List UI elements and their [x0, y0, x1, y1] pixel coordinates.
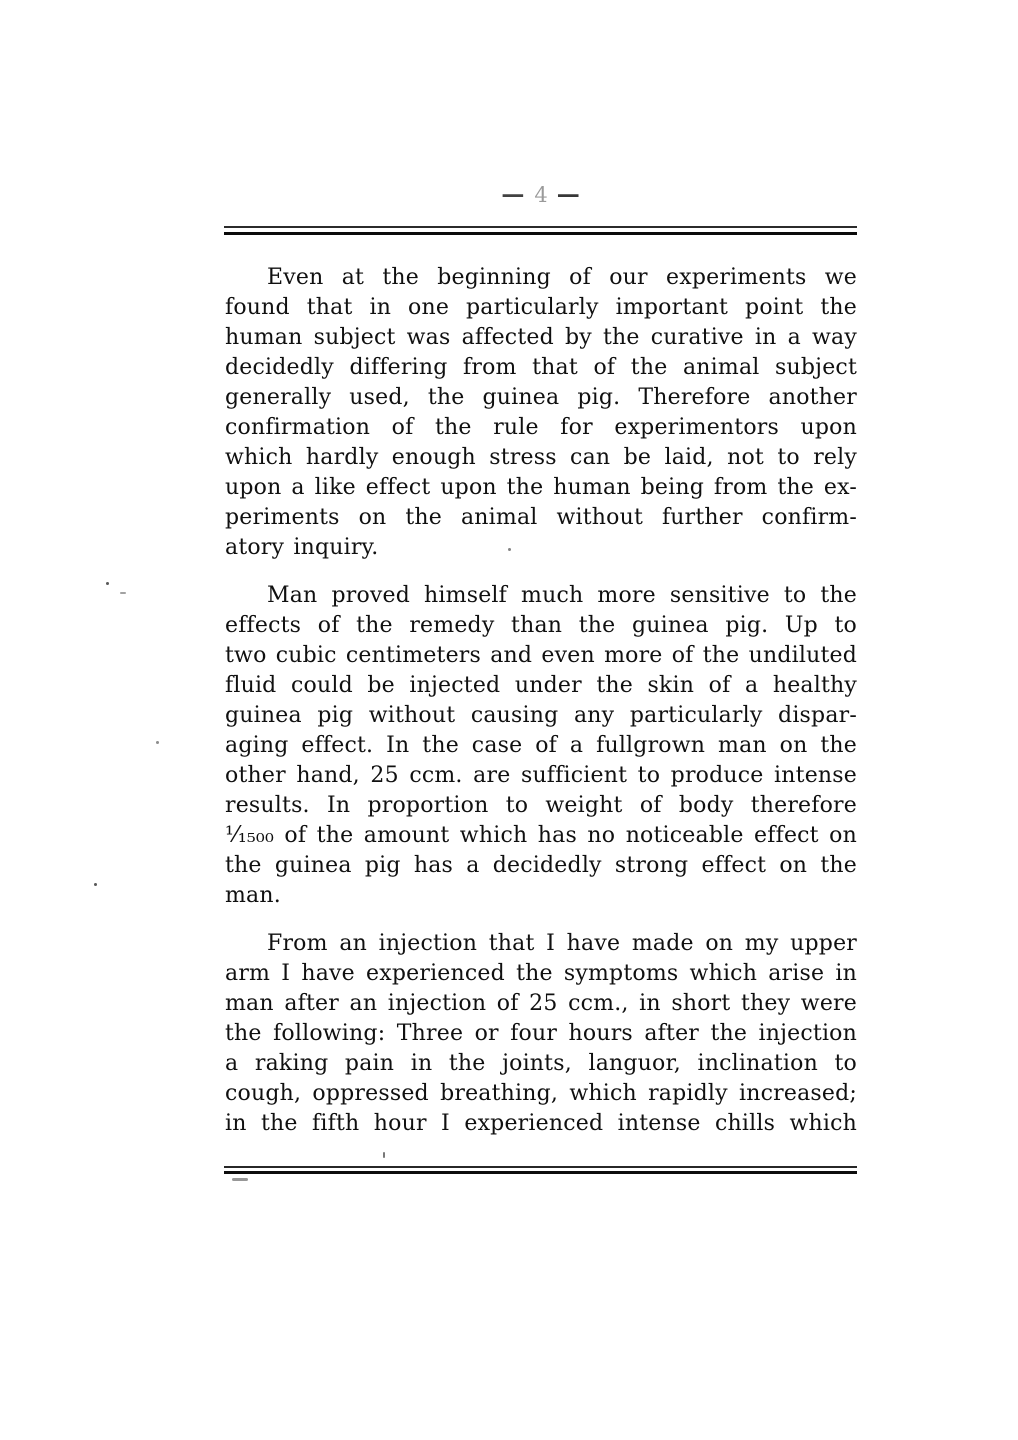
- scan-speck: [94, 883, 97, 886]
- text-line: Even at the beginning of our experiments we: [267, 265, 857, 290]
- page-number-digit: 4: [534, 183, 548, 207]
- page-number-dash-left: —: [501, 181, 526, 208]
- text-line: confirmation of the rule for experimentors upon: [225, 415, 857, 440]
- paragraph: [225, 263, 857, 563]
- text-line: upon a like effect upon the human being from the ex-: [225, 475, 857, 500]
- text-line: decidedly differing from that of the animal subject: [225, 355, 857, 380]
- text-line: arm I have experienced the symptoms which arise in: [225, 961, 857, 986]
- text-line: Man proved himself much more sensitive to the: [267, 583, 857, 608]
- text-line: atory inquiry.: [225, 535, 379, 560]
- scan-speck: [508, 548, 511, 551]
- paragraph: [225, 929, 857, 1139]
- text-line: man after an injection of 25 ccm., in short they were: [225, 991, 857, 1016]
- text-block: [225, 263, 857, 1139]
- scan-speck: [383, 1152, 385, 1158]
- scan-speck: [106, 582, 109, 585]
- text-line: fluid could be injected under the skin of a healthy: [225, 673, 857, 698]
- page-number: [225, 181, 857, 208]
- text-line: cough, oppressed breathing, which rapidly increased;: [225, 1081, 857, 1106]
- text-line: which hardly enough stress can be laid, not to rely: [225, 445, 857, 470]
- page-number-dash-right: —: [556, 181, 581, 208]
- text-line: two cubic centimeters and even more of the undiluted: [225, 643, 857, 668]
- scan-speck: [156, 741, 159, 744]
- text-line: guinea pig without causing any particularly dispar-: [225, 703, 857, 728]
- scan-speck: [120, 592, 126, 594]
- text-line: aging effect. In the case of a fullgrown man on the: [225, 733, 857, 758]
- text-line: a raking pain in the joints, languor, inclination to: [225, 1051, 857, 1076]
- text-line: ¹⁄₁₅₀₀ of the amount which has no noticeable effect on: [225, 823, 857, 848]
- text-line: man.: [225, 883, 281, 908]
- text-line: other hand, 25 ccm. are sufficient to produce intense: [225, 763, 857, 788]
- text-line: the following: Three or four hours after the injection: [225, 1021, 857, 1046]
- text-line: generally used, the guinea pig. Therefore another: [225, 385, 857, 410]
- text-line: in the fifth hour I experienced intense chills which: [225, 1111, 857, 1136]
- bottom-double-rule: [224, 1166, 857, 1174]
- text-line: the guinea pig has a decidedly strong effect on the: [225, 853, 857, 878]
- scan-smudge: [232, 1178, 248, 1181]
- text-line: effects of the remedy than the guinea pig. Up to: [225, 613, 857, 638]
- text-line: periments on the animal without further confirm-: [225, 505, 857, 530]
- top-double-rule: [224, 226, 857, 235]
- text-line: human subject was affected by the curative in a way: [225, 325, 857, 350]
- text-line: results. In proportion to weight of body therefore: [225, 793, 857, 818]
- paragraph: [225, 581, 857, 911]
- text-line: From an injection that I have made on my upper: [267, 931, 857, 956]
- text-line: found that in one particularly important point the: [225, 295, 857, 320]
